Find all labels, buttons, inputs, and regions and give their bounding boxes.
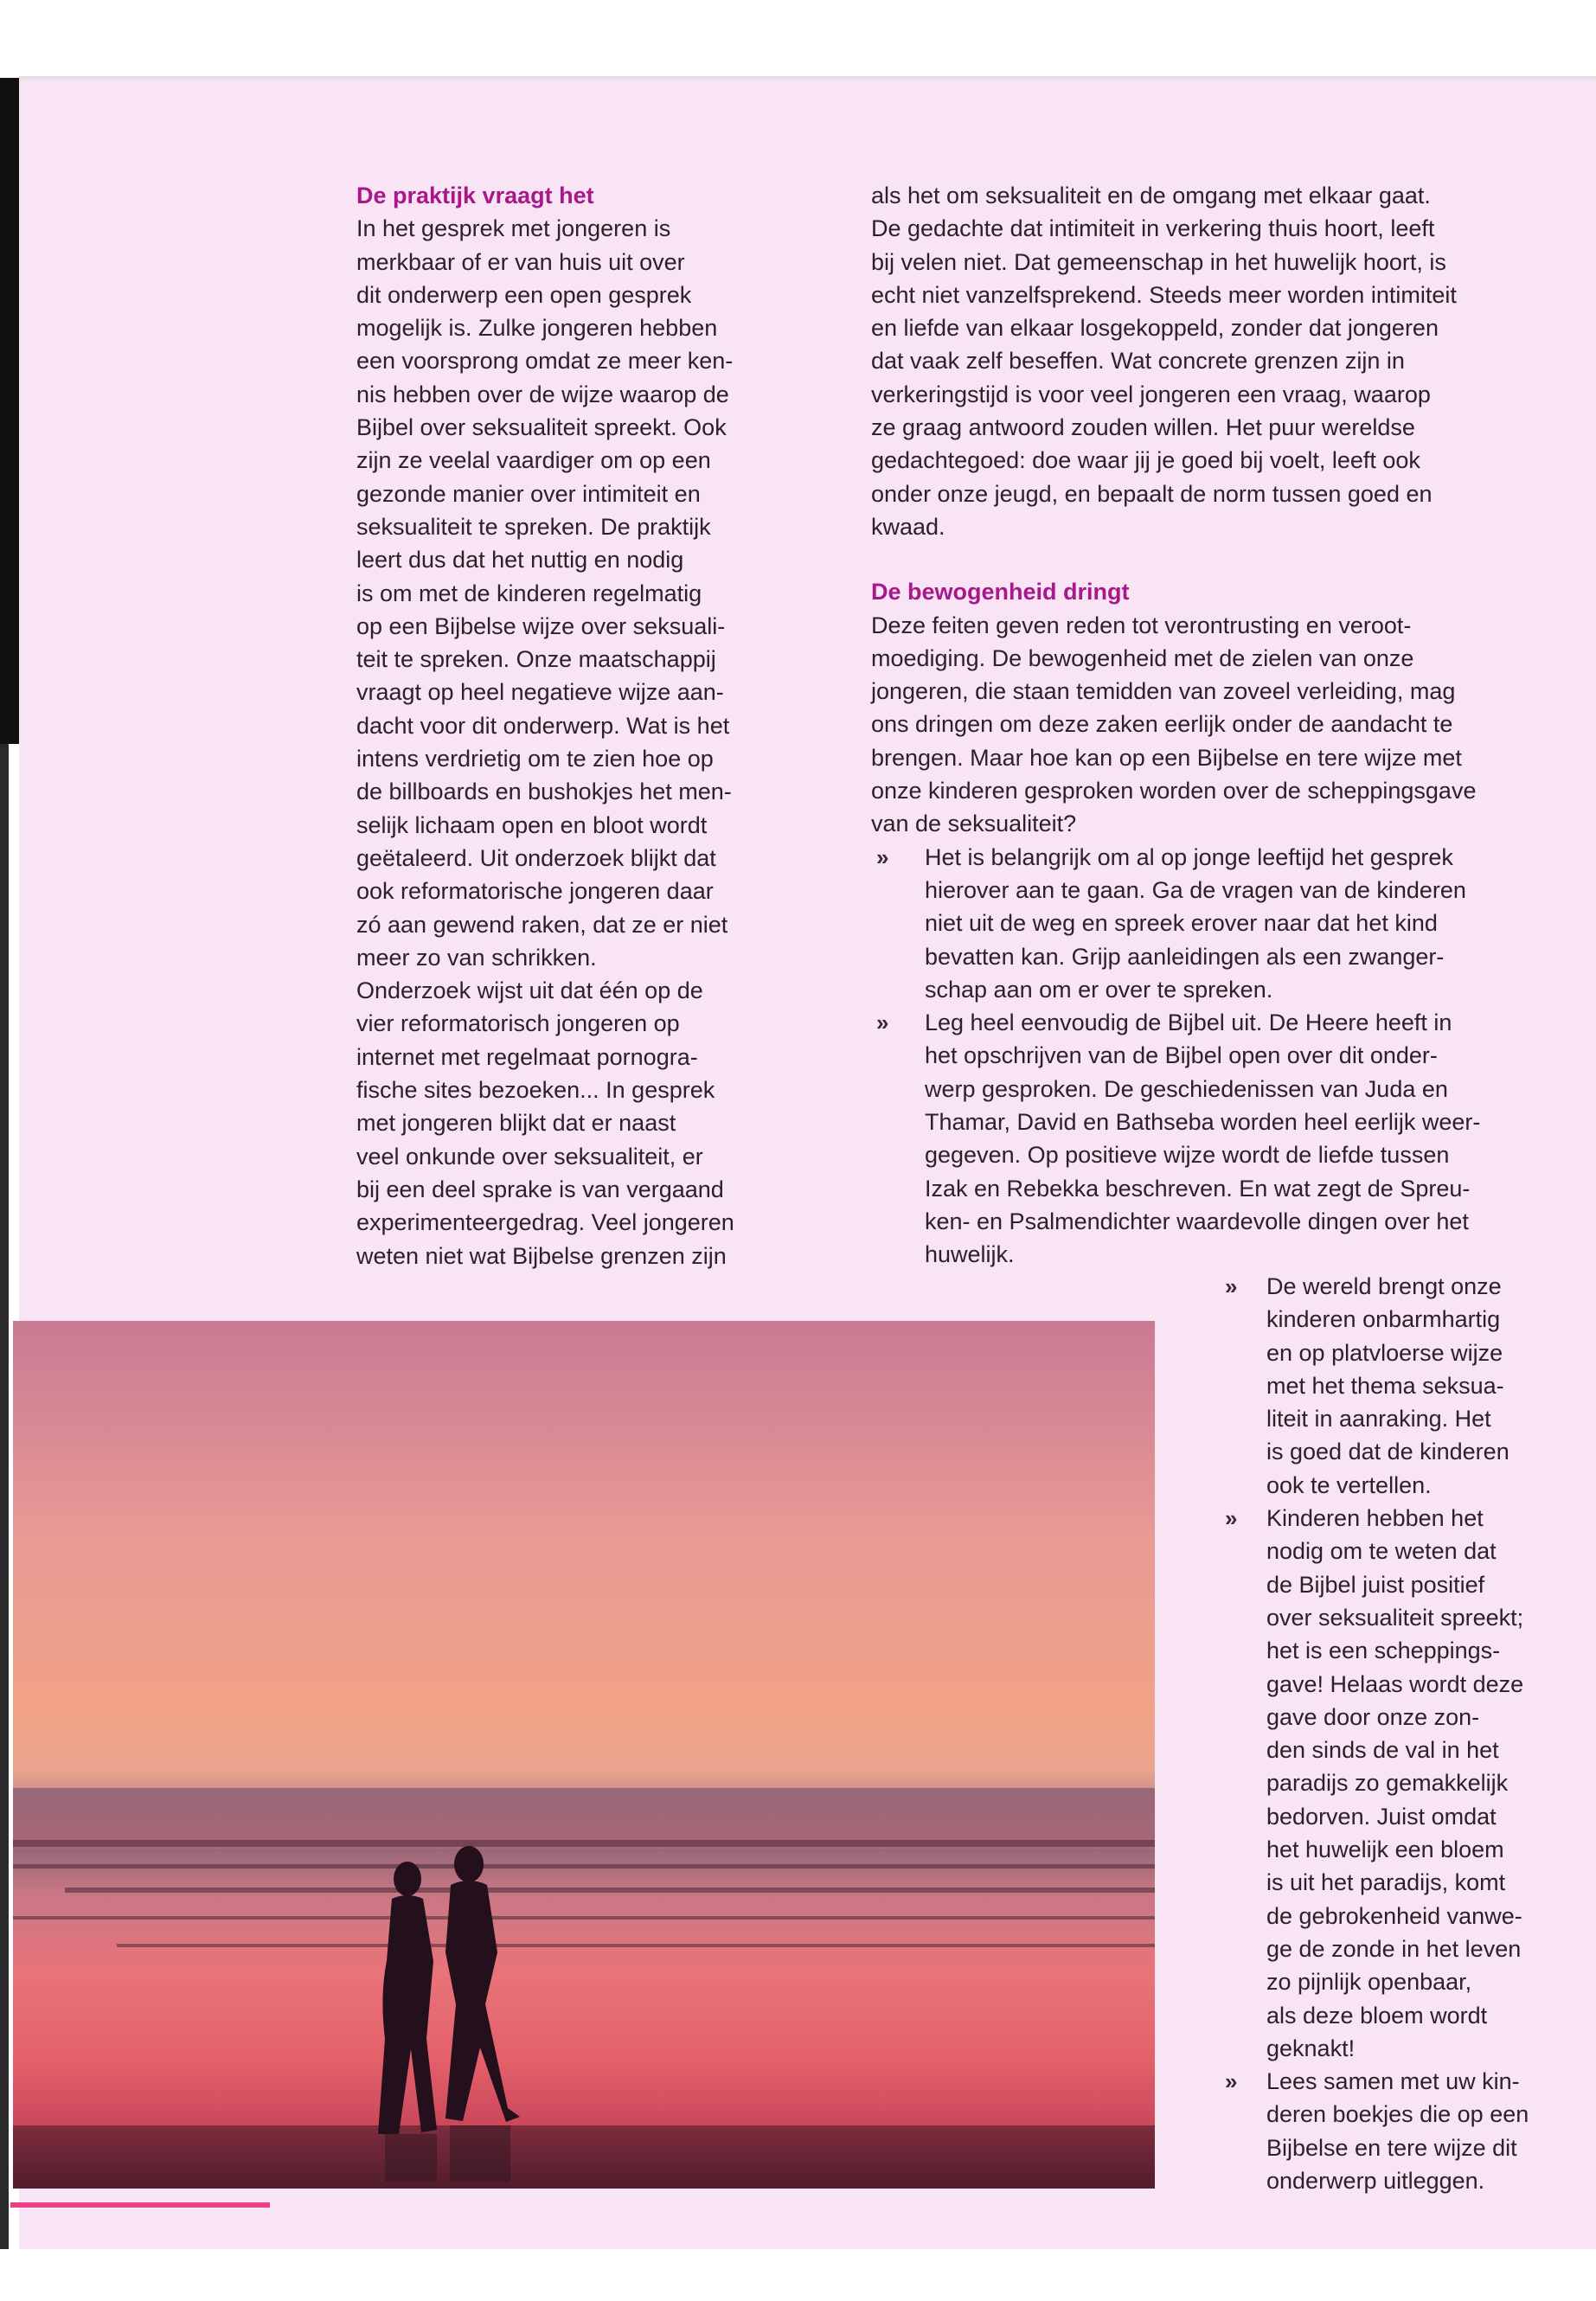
text-line: als het om seksualiteit en de omgang met elkaar gaat. [871, 183, 1431, 208]
text-line: veel onkunde over seksualiteit, er [356, 1143, 703, 1170]
text-line: fische sites bezoeken... In gesprek [356, 1077, 715, 1104]
text-line: bij een deel sprake is van vergaand [356, 1176, 724, 1202]
text-line: De wereld brengt onze [1266, 1273, 1502, 1299]
text-line: het huwelijk een bloem [1266, 1836, 1504, 1863]
text-line: kwaad. [871, 513, 945, 540]
text-line: Izak en Rebekka beschreven. En wat zegt de Spreu- [925, 1175, 1471, 1202]
text-line: Leg heel eenvoudig de Bijbel uit. De Heere heeft in [925, 1009, 1452, 1036]
paragraph-praktijk [356, 212, 824, 1272]
text-line: gedachtegoed: doe waar jij je goed bij voelt, leeft ook [871, 447, 1420, 474]
photo-sea [13, 1788, 1155, 1849]
beach-sunset-photo [13, 1321, 1155, 2189]
text-line: experimenteergedrag. Veel jongeren [356, 1209, 734, 1236]
text-line: paradijs zo gemakkelijk [1266, 1770, 1509, 1797]
text-line: gave! Helaas wordt deze [1266, 1670, 1524, 1697]
text-line: is om met de kinderen regelmatig [356, 580, 702, 606]
text-line: met jongeren blijkt dat er naast [356, 1110, 676, 1137]
text-line: ook reformatorische jongeren daar [356, 878, 714, 905]
text-line: op een Bijbelse wijze over seksuali- [356, 612, 726, 639]
text-line: met het thema seksua- [1266, 1372, 1504, 1399]
text-line: Deze feiten geven reden tot verontrusting en veroot- [871, 612, 1412, 638]
paragraph-bewogenheid [871, 609, 1580, 841]
binding-edge [0, 78, 19, 744]
text-line: is uit het paradijs, komt [1266, 1869, 1506, 1896]
text-line: hierover aan te gaan. Ga de vragen van de kinderen [925, 876, 1466, 903]
text-line: ge de zonde in het leven [1266, 1935, 1522, 1962]
bullet-item [1221, 1270, 1585, 1502]
column-bottom-right [1221, 1270, 1585, 2197]
text-line: van de seksualiteit? [871, 811, 1077, 837]
heading-praktijk: De praktijk vraagt het [356, 183, 594, 208]
text-line: onderwerp uitleggen. [1266, 2168, 1485, 2195]
text-line: mogelijk is. Zulke jongeren hebben [356, 315, 718, 342]
text-line: In het gesprek met jongeren is [356, 215, 671, 242]
text-line: onder onze jeugd, en bepaalt de norm tussen goed en [871, 480, 1433, 507]
text-line: gegeven. Op positieve wijze wordt de liefde tussen [925, 1142, 1450, 1169]
text-line: leert dus dat het nuttig en nodig [356, 547, 684, 574]
text-line: jongeren, die staan temidden van zoveel verleiding, mag [871, 678, 1456, 705]
text-line: De gedachte dat intimiteit in verkering thuis hoort, leeft [871, 215, 1435, 242]
bullet-marker-icon: » [1225, 2068, 1238, 2095]
bullet-marker-icon: » [1225, 1505, 1238, 1532]
text-line: het opschrijven van de Bijbel open over dit onder- [925, 1042, 1438, 1069]
bullet-marker-icon: » [876, 843, 889, 870]
bullet-item [871, 841, 1580, 1006]
text-line: bedorven. Juist omdat [1266, 1803, 1497, 1830]
text-line: als deze bloem wordt [1266, 2002, 1488, 2029]
text-line: een voorsprong omdat ze meer ken- [356, 348, 734, 375]
photo-sky [13, 1321, 1155, 2189]
text-line: ook te vertellen. [1266, 1471, 1432, 1498]
text-line: teit te spreken. Onze maatschappij [356, 646, 716, 673]
text-line: Onderzoek wijst uit dat één op de [356, 977, 703, 1004]
binding-edge-lower [0, 744, 9, 2249]
text-line: Bijbelse en tere wijze dit [1266, 2134, 1517, 2161]
text-line: deren boekjes die op een [1266, 2101, 1529, 2128]
text-line: den sinds de val in het [1266, 1737, 1499, 1764]
text-line: de gebrokenheid vanwe- [1266, 1902, 1522, 1929]
text-line: zó aan gewend raken, dat ze er niet [356, 911, 728, 938]
bullet-marker-icon: » [876, 1009, 889, 1036]
photo-wet-sand [13, 2125, 1155, 2189]
text-line: Bijbel over seksualiteit spreekt. Ook [356, 414, 727, 441]
text-line: dat vaak zelf beseffen. Wat concrete grenzen zijn in [871, 348, 1405, 375]
text-line: geëtaleerd. Uit onderzoek blijkt dat [356, 844, 716, 871]
text-line: Lees samen met uw kin- [1266, 2068, 1520, 2095]
text-line: intens verdrietig om te zien hoe op [356, 746, 714, 772]
text-line: Thamar, David en Bathseba worden heel eerlijk weer- [925, 1109, 1481, 1136]
text-line: zijn ze veelal vaardiger om op een [356, 447, 711, 474]
text-line: geknakt! [1266, 2035, 1356, 2061]
text-line: huwelijk. [925, 1241, 1015, 1268]
text-line: en op platvloerse wijze [1266, 1339, 1503, 1366]
bullet-marker-icon: » [1225, 1273, 1238, 1299]
text-line: weten niet wat Bijbelse grenzen zijn [356, 1242, 727, 1269]
text-line: nis hebben over de wijze waarop de [356, 381, 729, 407]
text-line: schap aan om er over te spreken. [925, 976, 1273, 1003]
bullet-list-advice [871, 841, 1580, 1272]
text-line: ken- en Psalmendichter waardevolle dingen over het [925, 1208, 1469, 1234]
text-line: seksualiteit te spreken. De praktijk [356, 513, 711, 540]
text-line: vraagt op heel negatieve wijze aan- [356, 679, 724, 706]
text-line: dit onderwerp een open gesprek [356, 281, 692, 308]
text-line: zo pijnlijk openbaar, [1266, 1969, 1472, 1996]
text-line: niet uit de weg en spreek erover naar dat het kind [925, 910, 1438, 937]
text-line: meer zo van schrikken. [356, 944, 597, 971]
text-line: onze kinderen gesproken worden over de scheppingsgave [871, 778, 1477, 804]
column-left [356, 179, 824, 1272]
text-line: is goed dat de kinderen [1266, 1439, 1509, 1465]
column-right [871, 179, 1580, 1272]
text-line: moediging. De bewogenheid met de zielen van onze [871, 644, 1414, 671]
text-line: nodig om te weten dat [1266, 1538, 1497, 1565]
bullet-item [871, 1006, 1580, 1271]
bullet-item [1221, 2065, 1585, 2197]
text-line: het is een scheppings- [1266, 1638, 1501, 1664]
text-line: Kinderen hebben het [1266, 1505, 1484, 1532]
bullet-list-advice-continued [1221, 1270, 1585, 2197]
text-line: liteit in aanraking. Het [1266, 1406, 1491, 1433]
text-line: en liefde van elkaar losgekoppeld, zonder dat jongeren [871, 315, 1439, 342]
text-line: vier reformatorisch jongeren op [356, 1010, 680, 1037]
text-line: de billboards en bushokjes het men- [356, 779, 732, 805]
heading-bewogenheid: De bewogenheid dringt [871, 579, 1130, 606]
text-line: verkeringstijd is voor veel jongeren een vraag, waarop [871, 381, 1431, 407]
text-line: werp gesproken. De geschiedenissen van Juda en [925, 1075, 1448, 1102]
text-line: bevatten kan. Grijp aanleidingen als een zwanger- [925, 943, 1445, 970]
text-line: selijk lichaam open en bloot wordt [356, 811, 708, 838]
text-line: gave door onze zon- [1266, 1703, 1480, 1730]
text-line: dacht voor dit onderwerp. Wat is het [356, 712, 730, 739]
text-line: internet met regelmaat pornogra- [356, 1043, 698, 1070]
page-top-edge [19, 76, 1596, 81]
text-line: gezonde manier over intimiteit en [356, 480, 701, 507]
text-line: merkbaar of er van huis uit over [356, 248, 685, 275]
paragraph-continued [871, 179, 1580, 543]
page-bottom-accent [10, 2202, 270, 2208]
text-line: de Bijbel juist positief [1266, 1571, 1485, 1598]
bullet-item [1221, 1502, 1585, 2065]
text-line: ons dringen om deze zaken eerlijk onder de aandacht te [871, 711, 1453, 738]
text-line: bij velen niet. Dat gemeenschap in het huwelijk hoort, is [871, 248, 1446, 275]
text-line: Het is belangrijk om al op jonge leeftijd het gesprek [925, 843, 1453, 870]
text-line: over seksualiteit spreekt; [1266, 1604, 1524, 1631]
text-line: brengen. Maar hoe kan op een Bijbelse en tere wijze met [871, 744, 1462, 771]
text-line: echt niet vanzelfsprekend. Steeds meer worden intimiteit [871, 281, 1457, 308]
text-line: kinderen onbarmhartig [1266, 1306, 1501, 1333]
text-line: ze graag antwoord zouden willen. Het puur wereldse [871, 414, 1415, 441]
